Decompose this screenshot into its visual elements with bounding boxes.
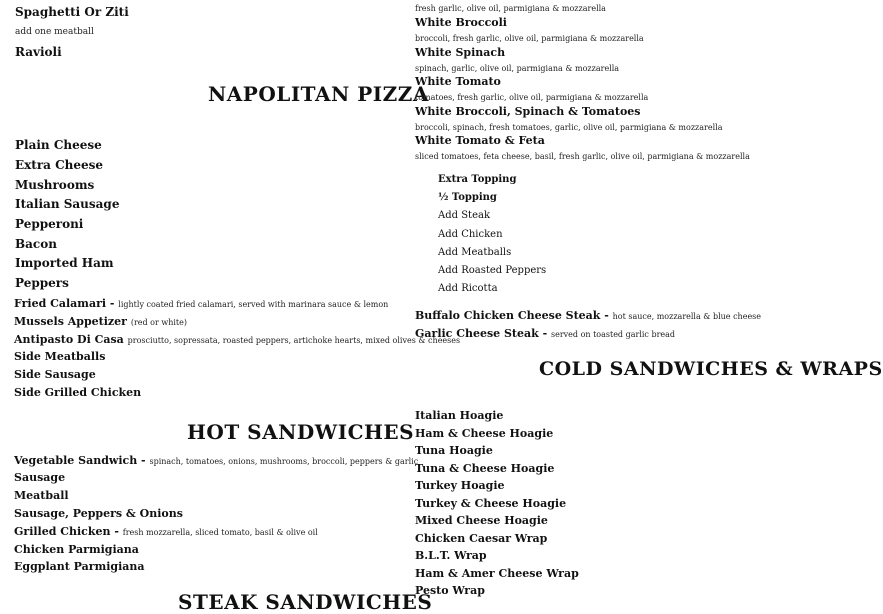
appetizer-name: Mussels Appetizer xyxy=(14,315,127,328)
white-pizza-desc: sliced tomatoes, feta cheese, basil, fresh garlic, olive oil, parmigiana & mozzarella xyxy=(415,152,750,161)
steak-buffalo-chicken xyxy=(415,309,761,322)
appetizer-name: Fried Calamari - xyxy=(14,297,115,310)
steak-name: Garlic Cheese Steak - xyxy=(415,327,548,340)
hot-sandwich-chicken-parm: Chicken Parmigiana xyxy=(14,543,139,556)
cold-sandwich-item: Pesto Wrap xyxy=(415,584,485,597)
appetizer-desc: prosciutto, sopressata, roasted peppers, artichoke hearts, mixed olives & cheeses xyxy=(127,336,461,345)
cold-sandwich-item: Chicken Caesar Wrap xyxy=(415,532,548,545)
appetizer-name: Antipasto Di Casa xyxy=(14,333,124,346)
hot-sandwich-sausage: Sausage xyxy=(14,471,66,484)
sandwich-name: Grilled Chicken - xyxy=(14,525,119,538)
appetizer-side-sausage: Side Sausage xyxy=(14,368,96,381)
white-pizza-desc: broccoli, fresh garlic, olive oil, parmigiana & mozzarella xyxy=(415,34,644,43)
cold-sandwich-item: Turkey & Cheese Hoagie xyxy=(415,497,567,510)
white-pizza-item: White Spinach xyxy=(415,46,506,59)
cold-sandwich-item: Tuna & Cheese Hoagie xyxy=(415,462,555,475)
appetizer-mussels xyxy=(14,315,187,328)
white-pizza-item: White Broccoli xyxy=(415,16,507,29)
pizza-item: Peppers xyxy=(15,276,69,290)
topping-half: ½ Topping xyxy=(438,192,497,203)
white-pizza-item: White Broccoli, Spinach & Tomatoes xyxy=(415,105,641,118)
cold-sandwich-item: Mixed Cheese Hoagie xyxy=(415,514,548,527)
pizza-item: Extra Cheese xyxy=(15,158,104,172)
white-pizza-top-note: fresh garlic, olive oil, parmigiana & mozzarella xyxy=(415,4,606,13)
steak-name: Buffalo Chicken Cheese Steak - xyxy=(415,309,609,322)
pizza-item: Imported Ham xyxy=(15,256,114,270)
sandwich-desc: fresh mozzarella, sliced tomato, basil & olive oil xyxy=(122,528,318,537)
appetizer-antipasto xyxy=(14,333,460,346)
cold-sandwich-item: Tuna Hoagie xyxy=(415,444,493,457)
white-pizza-desc: spinach, garlic, olive oil, parmigiana & mozzarella xyxy=(415,64,620,73)
cold-sandwich-item: Turkey Hoagie xyxy=(415,479,505,492)
appetizer-desc: lightly coated fried calamari, served with marinara sauce & lemon xyxy=(118,300,389,309)
topping-add-meatballs: Add Meatballs xyxy=(438,247,512,258)
topping-add-ricotta: Add Ricotta xyxy=(438,283,498,294)
menu-item-spaghetti: Spaghetti Or Ziti xyxy=(15,5,129,19)
white-pizza-item: White Tomato xyxy=(415,75,501,88)
pizza-item: Italian Sausage xyxy=(15,197,120,211)
pizza-item: Pepperoni xyxy=(15,217,84,231)
pizza-item: Plain Cheese xyxy=(15,138,102,152)
hot-sandwich-sausage-peppers: Sausage, Peppers & Onions xyxy=(14,507,183,520)
white-pizza-desc: tomatoes, fresh garlic, olive oil, parmigiana & mozzarella xyxy=(415,93,649,102)
cold-sandwich-item: Ham & Cheese Hoagie xyxy=(415,427,554,440)
hot-sandwich-vegetable xyxy=(14,454,418,467)
cold-sandwich-item: Italian Hoagie xyxy=(415,409,504,422)
steak-garlic-cheese xyxy=(415,327,675,340)
menu-item-note: add one meatball xyxy=(15,27,94,37)
appetizer-side-grilled-chicken: Side Grilled Chicken xyxy=(14,386,142,399)
pizza-item: Mushrooms xyxy=(15,178,95,192)
appetizer-fried-calamari xyxy=(14,297,388,310)
menu-item-ravioli: Ravioli xyxy=(15,45,62,59)
hot-sandwich-meatball: Meatball xyxy=(14,489,69,502)
pizza-item: Bacon xyxy=(15,237,57,251)
hot-sandwich-eggplant-parm: Eggplant Parmigiana xyxy=(14,560,145,573)
topping-extra: Extra Topping xyxy=(438,174,517,185)
section-title-hot-sandwiches: HOT SANDWICHES xyxy=(187,420,415,444)
section-title-cold-sandwiches: COLD SANDWICHES & WRAPS xyxy=(539,358,883,380)
steak-desc: hot sauce, mozzarella & blue cheese xyxy=(612,312,762,321)
white-pizza-item: White Tomato & Feta xyxy=(415,134,545,147)
cold-sandwich-item: Ham & Amer Cheese Wrap xyxy=(415,567,579,580)
topping-add-roasted-peppers: Add Roasted Peppers xyxy=(438,265,547,276)
hot-sandwich-grilled-chicken xyxy=(14,525,318,538)
section-title-napolitan-pizza: NAPOLITAN PIZZA xyxy=(208,82,429,106)
topping-add-chicken: Add Chicken xyxy=(438,229,503,240)
appetizer-desc: (red or white) xyxy=(130,318,187,327)
section-title-steak-sandwiches: STEAK SANDWICHES xyxy=(178,590,433,614)
sandwich-desc: spinach, tomatoes, onions, mushrooms, broccoli, peppers & garlic xyxy=(149,457,419,466)
topping-add-steak: Add Steak xyxy=(438,210,491,221)
cold-sandwich-item: B.L.T. Wrap xyxy=(415,549,487,562)
appetizer-side-meatballs: Side Meatballs xyxy=(14,350,106,363)
steak-desc: served on toasted garlic bread xyxy=(550,330,676,339)
sandwich-name: Vegetable Sandwich - xyxy=(14,454,146,467)
white-pizza-desc: broccoli, spinach, fresh tomatoes, garlic, olive oil, parmigiana & mozzarella xyxy=(415,123,723,132)
